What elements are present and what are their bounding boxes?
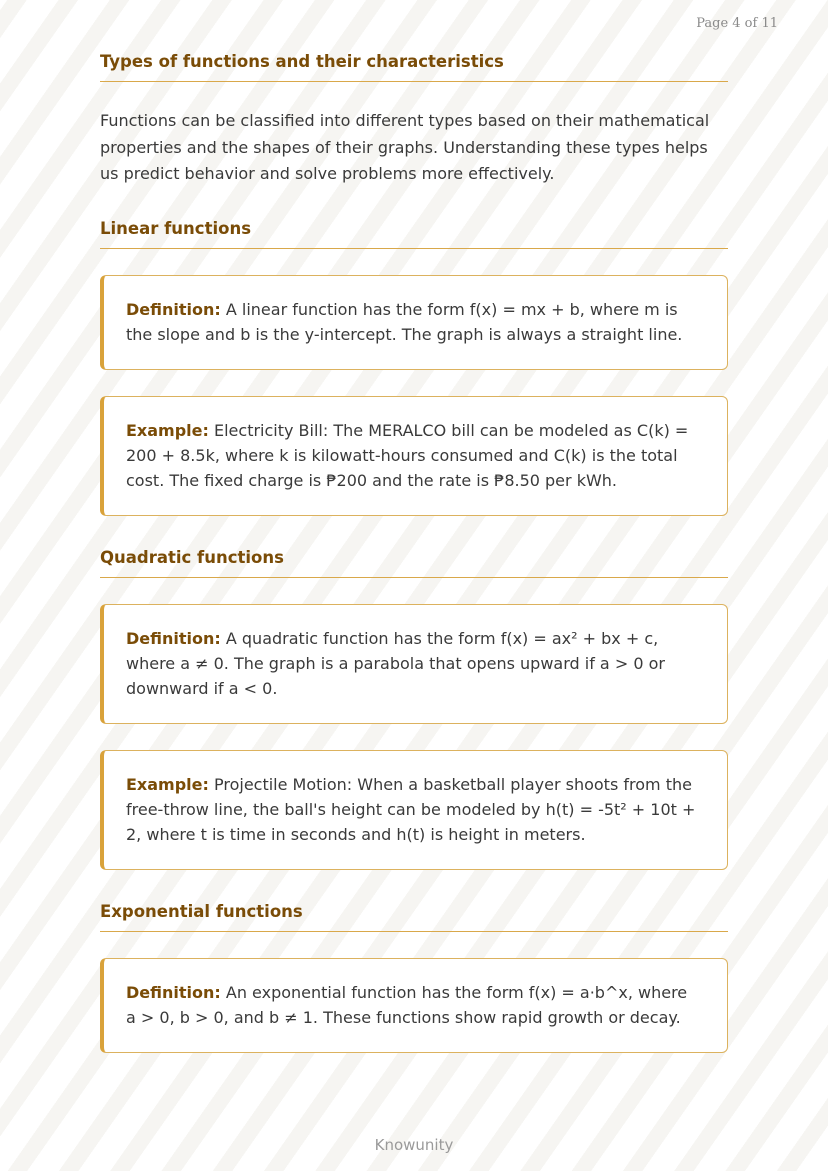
example-label: Example: [126,774,209,794]
example-label: Example: [126,420,209,440]
definition-text: An exponential function has the form f(x) = a·b^x, where a > 0, b > 0, and b ≠ 1. These functions show rapid growth or decay. [126,982,688,1027]
example-card-linear [100,396,728,516]
example-card-quadratic [100,750,728,870]
definition-card-quadratic [100,604,728,724]
definition-label: Definition: [126,628,221,648]
definition-label: Definition: [126,982,221,1002]
section-heading-exponential: Exponential functions [100,902,728,932]
section-heading-quadratic: Quadratic functions [100,548,728,578]
example-text: Electricity Bill: The MERALCO bill can be modeled as C(k) = 200 + 8.5k, where k is kilowatt-hours consumed and C(k) is the total cost. The fixed charge is ₱200 and the rate is ₱8.50 per kWh. [126,420,689,490]
page-number: Page 4 of 11 [696,16,778,31]
example-text: Projectile Motion: When a basketball player shoots from the free-throw line, the ball's height can be modeled by h(t) = -5t² + 10t + 2, where t is time in seconds and h(t) is height in meters. [126,774,696,844]
definition-card-linear [100,275,728,370]
main-heading: Types of functions and their characteristics [100,52,728,82]
footer-brand: Knowunity [374,1136,454,1154]
document-body [100,52,728,1053]
section-heading-linear: Linear functions [100,219,728,249]
definition-card-exponential [100,958,728,1053]
intro-paragraph: Functions can be classified into different types based on their mathematical properties and the shapes of their graphs. Understanding these types helps us predict behavior and solve problems more effectively. [100,111,710,183]
definition-text: A quadratic function has the form f(x) = ax² + bx + c, where a ≠ 0. The graph is a parabola that opens upward if a > 0 or downward if a < 0. [126,628,665,698]
definition-text: A linear function has the form f(x) = mx + b, where m is the slope and b is the y-intercept. The graph is always a straight line. [126,299,683,344]
definition-label: Definition: [126,299,221,319]
